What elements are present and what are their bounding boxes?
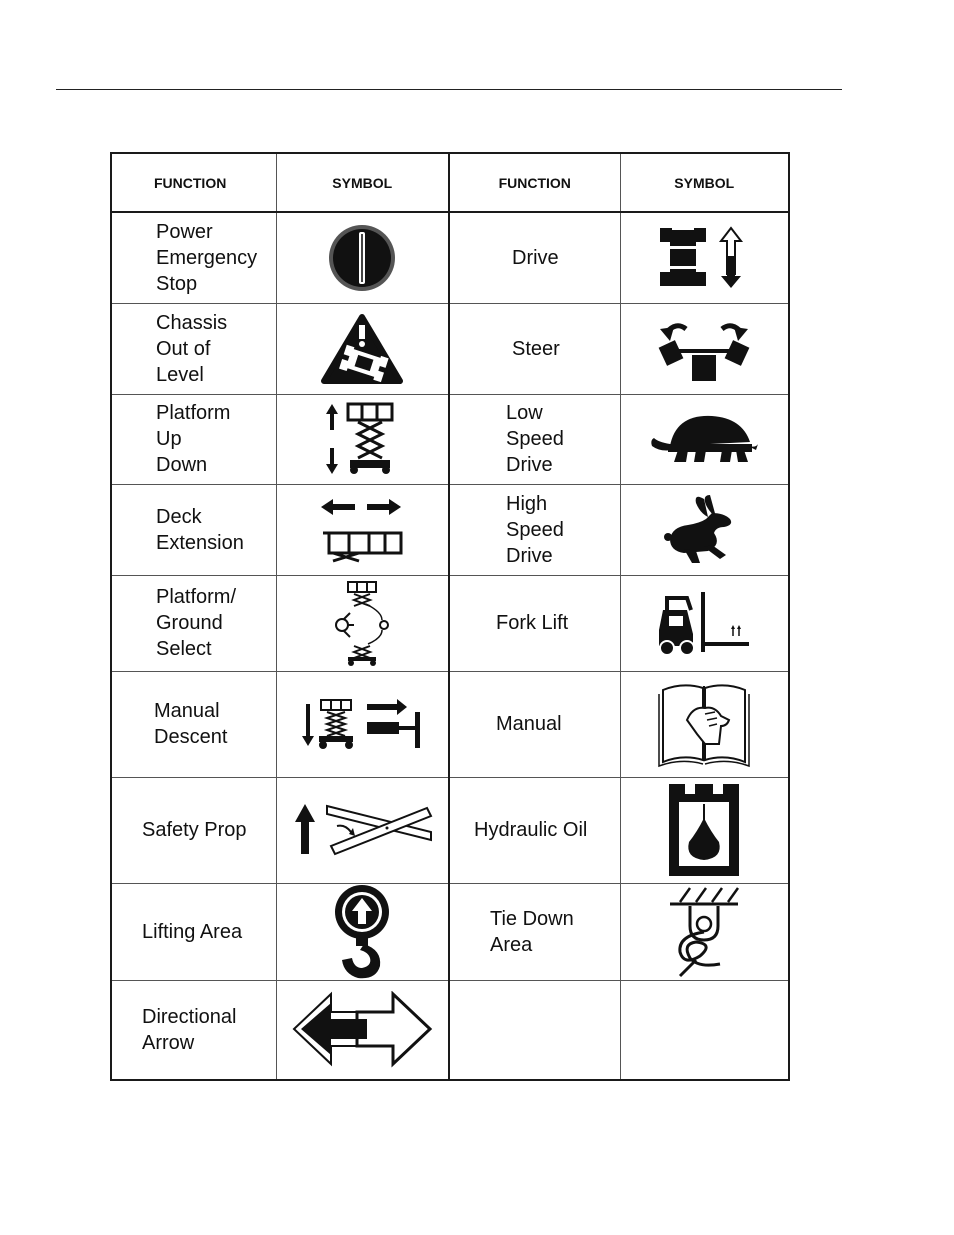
function-label: High Speed Drive <box>449 484 620 575</box>
function-label: Safety Prop <box>111 777 276 883</box>
emergency-stop-icon <box>327 223 397 293</box>
table-row <box>111 883 789 980</box>
function-label: Tie Down Area <box>449 883 620 980</box>
safety-prop-icon <box>291 802 433 858</box>
function-label: Drive <box>449 212 620 303</box>
platform-ground-select-icon <box>330 580 394 666</box>
hydraulic-oil-icon <box>667 782 741 878</box>
table-row <box>111 212 789 303</box>
function-label: Fork Lift <box>449 575 620 671</box>
table-row <box>111 484 789 575</box>
symbol-cell <box>276 777 449 883</box>
symbol-cell <box>276 883 449 980</box>
symbol-cell <box>620 303 789 394</box>
function-label: Directional Arrow <box>111 980 276 1080</box>
table-row <box>111 575 789 671</box>
symbol-cell <box>276 484 449 575</box>
steer-icon <box>658 315 750 383</box>
platform-up-down-icon <box>322 402 402 476</box>
table-row <box>111 980 789 1080</box>
table-row <box>111 777 789 883</box>
deck-extension-icon <box>319 497 405 563</box>
column-header-symbol-2: SYMBOL <box>620 153 789 212</box>
function-label: Manual Descent <box>111 671 276 777</box>
column-header-symbol-1: SYMBOL <box>276 153 449 212</box>
symbol-cell <box>276 303 449 394</box>
symbol-cell <box>276 671 449 777</box>
symbol-cell <box>276 212 449 303</box>
directional-arrow-icon <box>291 991 433 1069</box>
symbol-cell <box>620 212 789 303</box>
tie-down-icon <box>666 886 742 978</box>
turtle-icon <box>648 410 760 468</box>
function-label-empty <box>449 980 620 1080</box>
lifting-hook-icon <box>332 884 392 980</box>
symbol-cell <box>276 980 449 1080</box>
symbol-cell <box>620 883 789 980</box>
column-header-function-2: FUNCTION <box>449 153 620 212</box>
table-row <box>111 394 789 484</box>
function-label: Hydraulic Oil <box>449 777 620 883</box>
symbol-cell <box>276 575 449 671</box>
symbols-table <box>110 152 790 1081</box>
function-label: Steer <box>449 303 620 394</box>
function-label: Power Emergency Stop <box>111 212 276 303</box>
symbol-cell-empty <box>620 980 789 1080</box>
function-label: Manual <box>449 671 620 777</box>
drive-icon <box>658 226 750 290</box>
manual-descent-icon <box>301 698 423 750</box>
symbol-cell <box>620 394 789 484</box>
table-row <box>111 671 789 777</box>
column-header-function-1: FUNCTION <box>111 153 276 212</box>
forklift-icon <box>657 590 751 656</box>
symbol-cell <box>620 777 789 883</box>
symbol-cell <box>620 575 789 671</box>
function-label: Platform Up Down <box>111 394 276 484</box>
function-label: Chassis Out of Level <box>111 303 276 394</box>
manual-book-icon <box>657 680 751 768</box>
symbol-cell <box>620 671 789 777</box>
symbol-cell <box>620 484 789 575</box>
header-row <box>111 153 789 212</box>
function-label: Low Speed Drive <box>449 394 620 484</box>
header-rule <box>56 89 842 90</box>
function-label: Deck Extension <box>111 484 276 575</box>
function-label: Lifting Area <box>111 883 276 980</box>
function-label: Platform/ Ground Select <box>111 575 276 671</box>
symbol-cell <box>276 394 449 484</box>
table-row <box>111 303 789 394</box>
rabbit-icon <box>664 493 744 567</box>
chassis-tilt-warning-icon <box>320 313 404 385</box>
